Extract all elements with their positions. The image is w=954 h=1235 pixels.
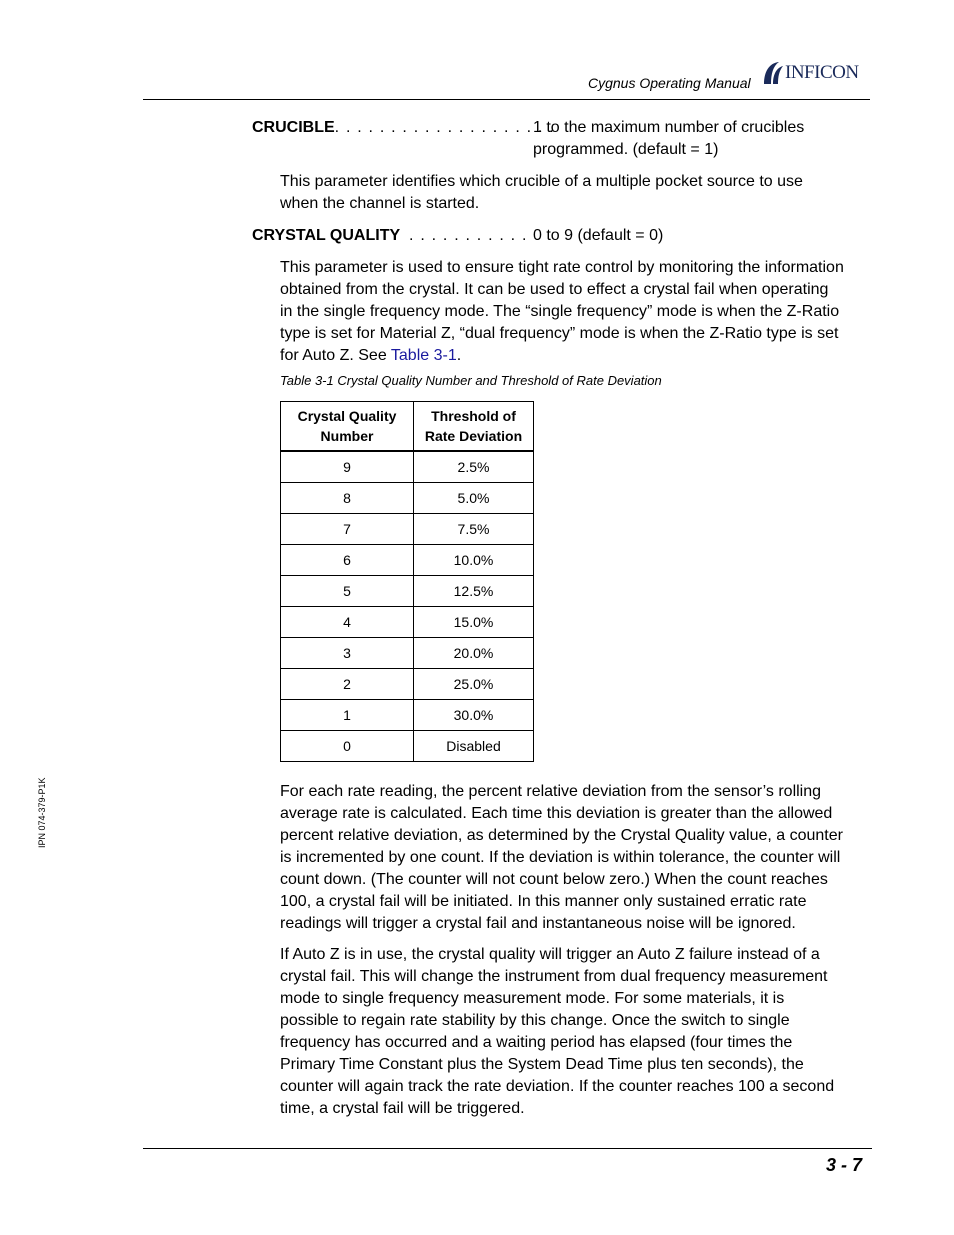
threshold-cell: 20.0% <box>414 638 534 669</box>
crystal-quality-param-name: CRYSTAL QUALITY <box>252 227 401 244</box>
header-line: Crystal Quality <box>297 408 397 424</box>
crucible-range-line1: 1 to the maximum number of crucibles <box>533 119 805 136</box>
paragraph-line: 100, a crystal fail will be initiated. In this manner only sustained erratic rate <box>280 893 807 910</box>
header-rule <box>143 99 870 100</box>
quality-number-cell: 7 <box>281 514 414 545</box>
threshold-cell: 7.5% <box>414 514 534 545</box>
table-row <box>281 731 534 762</box>
quality-number-cell: 6 <box>281 545 414 576</box>
table-header-row <box>281 402 534 452</box>
cq-desc-line: in the single frequency mode. The “single frequency” mode is when the Z-Ratio <box>280 303 840 320</box>
table-row <box>281 669 534 700</box>
crucible-leader-dots: . . . . . . . . . . . . . . . . . . . . <box>334 119 555 136</box>
cq-desc-line: obtained from the crystal. It can be used to effect a crystal fail when operating <box>280 281 829 298</box>
cq-desc-line: This parameter is used to ensure tight rate control by monitoring the information <box>280 259 844 276</box>
auto-z-paragraph <box>280 944 870 1120</box>
threshold-cell: 12.5% <box>414 576 534 607</box>
header-line: Number <box>320 428 374 444</box>
header-crystal-quality-number <box>281 402 414 452</box>
table-row <box>281 483 534 514</box>
quality-number-cell: 5 <box>281 576 414 607</box>
quality-number-cell: 8 <box>281 483 414 514</box>
table-caption: Table 3-1 Crystal Quality Number and Threshold of Rate Deviation <box>280 373 662 388</box>
paragraph-line: percent relative deviation, as determined by the Crystal Quality value, a counter <box>280 827 843 844</box>
table-row <box>281 576 534 607</box>
crystal-quality-param-line <box>252 225 528 247</box>
crystal-quality-description <box>280 257 870 367</box>
quality-number-cell: 2 <box>281 669 414 700</box>
table-row <box>281 607 534 638</box>
ipn-side-label: IPN 074-379-P1K <box>37 777 47 848</box>
header-title: Cygnus Operating Manual <box>588 75 751 91</box>
inficon-logo-icon <box>761 60 785 86</box>
table-row <box>281 700 534 731</box>
threshold-cell: 30.0% <box>414 700 534 731</box>
header-threshold-rate-deviation <box>414 402 534 452</box>
threshold-cell: 5.0% <box>414 483 534 514</box>
footer-rule <box>143 1148 872 1149</box>
header-line: Rate Deviation <box>424 428 523 444</box>
paragraph-line: mode to single frequency measurement mode. For some materials, it is <box>280 990 785 1007</box>
crucible-range-line2: programmed. (default = 1) <box>533 141 719 158</box>
crucible-param-name: CRUCIBLE <box>252 119 335 136</box>
crystal-quality-range: 0 to 9 (default = 0) <box>533 227 664 244</box>
page-number: 3 - 7 <box>826 1155 863 1175</box>
header-line: Threshold of <box>431 408 516 424</box>
cq-desc-prefix: for Auto Z. See <box>280 347 391 364</box>
table-row <box>281 545 534 576</box>
crucible-description <box>280 171 870 215</box>
threshold-cell: Disabled <box>414 731 534 762</box>
crystal-quality-leader-dots: . . . . . . . . . . . <box>409 227 528 244</box>
paragraph-line: time, a crystal fail will be triggered. <box>280 1100 525 1117</box>
table-row <box>281 638 534 669</box>
threshold-cell: 10.0% <box>414 545 534 576</box>
cq-desc-line <box>280 345 870 367</box>
paragraph-line: possible to regain rate stability by this change. Once the switch to single <box>280 1012 790 1029</box>
cq-desc-suffix: . <box>456 347 462 364</box>
quality-number-cell: 3 <box>281 638 414 669</box>
threshold-cell: 2.5% <box>414 451 534 483</box>
table-row <box>281 451 534 483</box>
quality-number-cell: 4 <box>281 607 414 638</box>
paragraph-line: If Auto Z is in use, the crystal quality will trigger an Auto Z failure instead of a <box>280 946 820 963</box>
quality-number-cell: 1 <box>281 700 414 731</box>
crucible-desc-line: This parameter identifies which crucible of a multiple pocket source to use <box>280 173 803 190</box>
threshold-cell: 25.0% <box>414 669 534 700</box>
paragraph-line: frequency has occurred and a waiting period has elapsed (four times the <box>280 1034 793 1051</box>
table-row <box>281 514 534 545</box>
paragraph-line: For each rate reading, the percent relative deviation from the sensor’s rolling <box>280 783 822 800</box>
quality-number-cell: 0 <box>281 731 414 762</box>
crucible-param-line <box>252 117 555 139</box>
threshold-cell: 15.0% <box>414 607 534 638</box>
paragraph-line: readings will trigger a crystal fail and instantaneous noise will be ignored. <box>280 915 796 932</box>
crucible-desc-line: when the channel is started. <box>280 195 480 212</box>
table-3-1-link[interactable]: Table 3-1 <box>390 347 457 364</box>
inficon-logo <box>761 60 873 86</box>
quality-number-cell: 9 <box>281 451 414 483</box>
crystal-quality-table <box>280 401 534 762</box>
paragraph-line: count down. (The counter will not count below zero.) When the count reaches <box>280 871 828 888</box>
paragraph-line: Primary Time Constant plus the System Dead Time plus ten seconds), the <box>280 1056 804 1073</box>
deviation-paragraph <box>280 781 870 935</box>
paragraph-line: counter will again track the rate deviation. If the counter reaches 100 a second <box>280 1078 835 1095</box>
cq-desc-line: type is set for Material Z, “dual frequency” mode is when the Z-Ratio type is set <box>280 325 839 342</box>
logo-wordmark: INFICON <box>785 62 859 83</box>
paragraph-line: crystal fail. This will change the instrument from dual frequency measurement <box>280 968 828 985</box>
paragraph-line: average rate is calculated. Each time this deviation is greater than the allowed <box>280 805 833 822</box>
paragraph-line: is incremented by one count. If the deviation is within tolerance, the counter will <box>280 849 841 866</box>
